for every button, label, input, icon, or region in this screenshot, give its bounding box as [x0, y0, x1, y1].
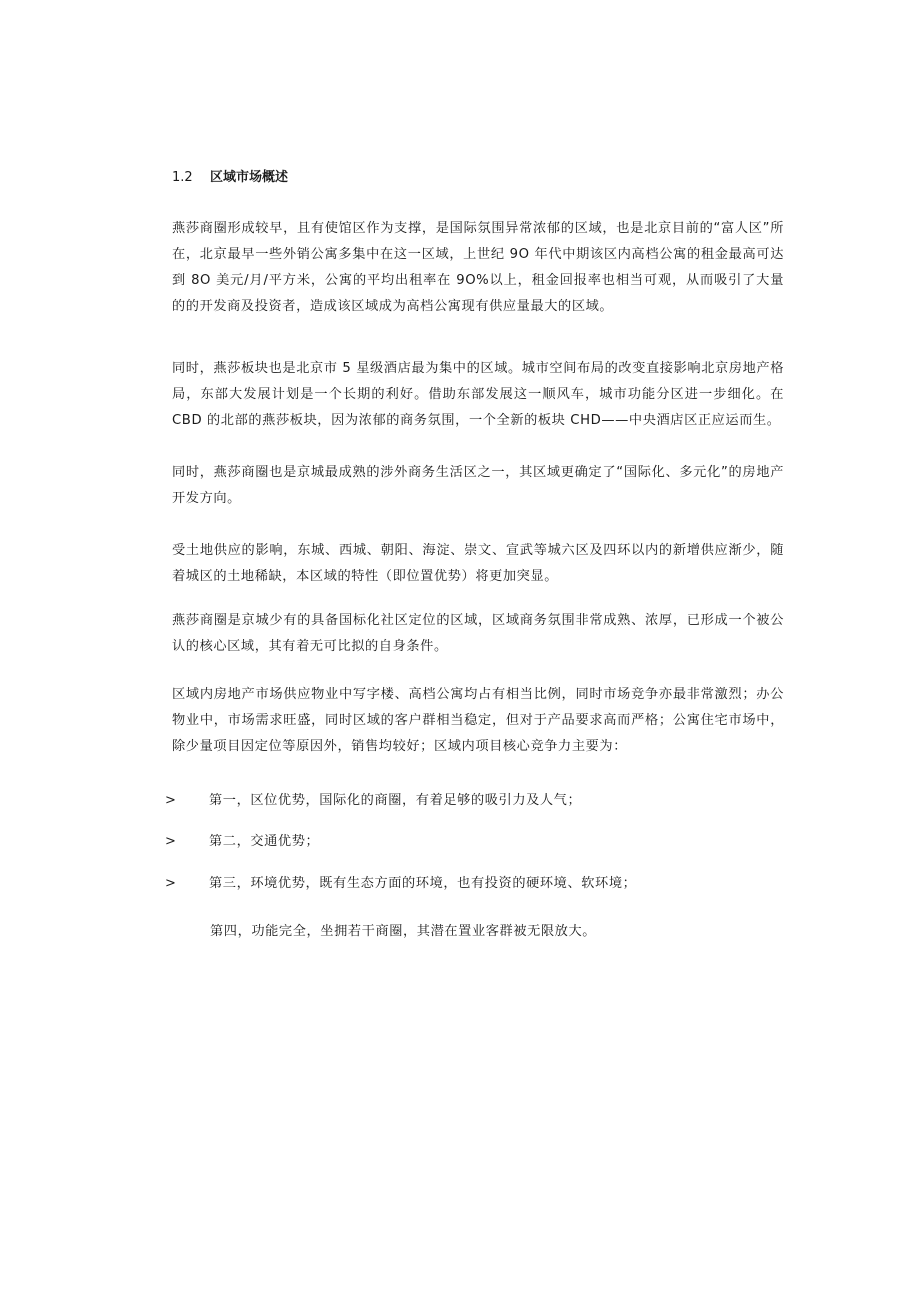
bullet-text: 第二，交通优势；: [209, 834, 320, 849]
bullet-text: 第三，环境优势，既有生态方面的环境，也有投资的硬环境、软环境；: [209, 876, 637, 891]
bullet-text: 第一，区位优势，国际化的商圈，有着足够的吸引力及人气；: [209, 793, 582, 808]
paragraph-6: 区域内房地产市场供应物业中写字楼、高档公寓均占有相当比例，同时市场竞争亦最非常激烈；办公物业中，市场需求旺盛，同时区域的客户群相当稳定，但对于产品要求高而严格；公寓住宅市场中，除少量项目因定位等原因外，销售均较好；区域内项目核心竞争力主要为：: [172, 687, 784, 754]
paragraph-5: 燕莎商圈是京城少有的具备国标化社区定位的区域，区域商务氛围非常成熟、浓厚，已形成一个被公认的核心区域，其有着无可比拟的自身条件。: [172, 613, 784, 654]
bullet-item-3: [165, 876, 636, 892]
bullet-item-1: [165, 793, 581, 809]
section-heading: [172, 170, 288, 186]
paragraph-4: 受土地供应的影响，东城、西城、朝阳、海淀、崇文、宣武等城六区及四环以内的新增供应渐少，随着城区的土地稀缺，本区域的特性（即位置优势）将更加突显。: [172, 543, 784, 584]
paragraph-3: 同时，燕莎商圈也是京城最成熟的涉外商务生活区之一，其区域更确定了“国际化、多元化”的房地产开发方向。: [172, 465, 784, 506]
list-item-4: 第四，功能完全，坐拥若干商圈，其潜在置业客群被无限放大。: [210, 924, 597, 939]
bullet-marker: >: [165, 834, 177, 849]
bullet-marker: >: [165, 876, 177, 891]
bullet-item-2: [165, 834, 319, 850]
section-number: 1.2: [172, 170, 193, 185]
section-title: 区域市场概述: [210, 170, 289, 185]
paragraph-1: 燕莎商圈形成较早，且有使馆区作为支撑，是国际氛围异常浓郁的区域，也是北京目前的“富人区”所在，北京最早一些外销公寓多集中在这一区域，上世纪 9O 年代中期该区内高档公寓的租金最高可达到 8O 美元/月/平方米，公寓的平均出租率在 9O%以上，租金回报率也相当可观，从而吸引了大量的的开发商及投资者，造成该区域成为高档公寓现有供应量最大的区域。: [172, 221, 784, 314]
paragraph-2: 同时，燕莎板块也是北京市 5 星级酒店最为集中的区域。城市空间布局的改变直接影响北京房地产格局，东部大发展计划是一个长期的利好。借助东部发展这一顺风车，城市功能分区进一步细化。在 CBD 的北部的燕莎板块，因为浓郁的商务氛围，一个全新的板块 CHD——中央酒店区正应运而生。: [172, 361, 784, 428]
bullet-marker: >: [165, 793, 177, 808]
